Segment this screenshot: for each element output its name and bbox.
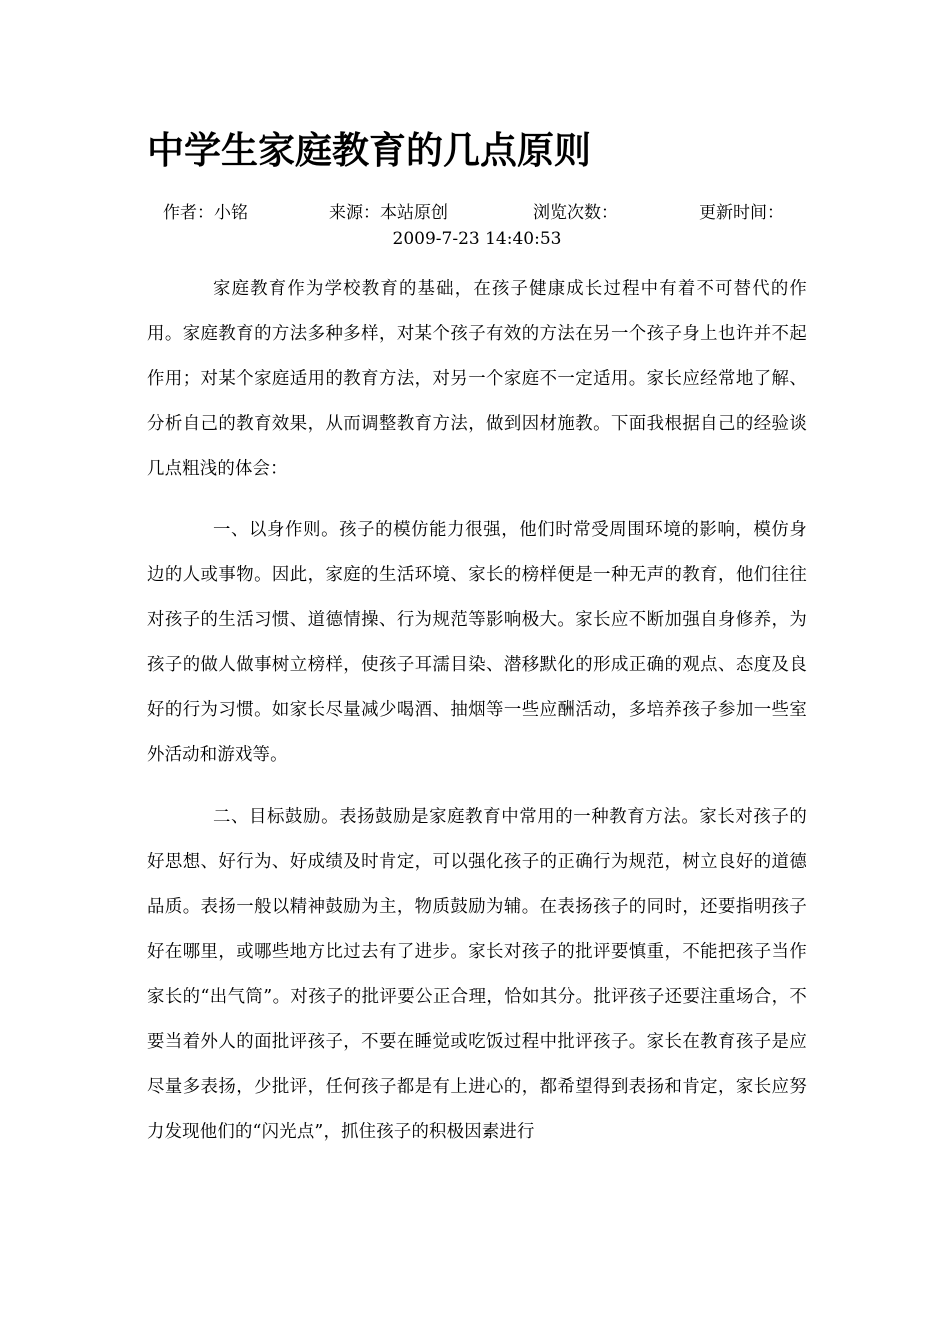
meta-row: [147, 200, 807, 226]
meta-views: 浏览次数：: [533, 203, 618, 223]
paragraph-intro: 家庭教育作为学校教育的基础，在孩子健康成长过程中有着不可替代的作用。家庭教育的方法多种多样，对某个孩子有效的方法在另一个孩子身上也许并不起作用；对某个家庭适用的教育方法，对另一个家庭不一定适用。家长应经常地了解、分析自己的教育效果，从而调整教育方法，做到因材施教。下面我根据自己的经验谈几点粗浅的体会：: [147, 279, 807, 479]
article-title: 中学生家庭教育的几点原则: [147, 129, 591, 172]
meta-updated: 更新时间：: [699, 203, 784, 223]
meta-author: 作者：小铭: [163, 203, 248, 223]
paragraph-lead-by-example: 一、以身作则。孩子的模仿能力很强，他们时常受周围环境的影响，模仿身边的人或事物。因此，家庭的生活环境、家长的榜样便是一种无声的教育，他们往往对孩子的生活习惯、道德情操、行为规范等影响极大。家长应不断加强自身修养，为孩子的做人做事树立榜样，使孩子耳濡目染、潜移默化的形成正确的观点、态度及良好的行为习惯。如家长尽量减少喝酒、抽烟等一些应酬活动，多培养孩子参加一些室外活动和游戏等。: [147, 520, 807, 765]
article-meta: [147, 200, 807, 252]
meta-update-time: 2009-7-23 14:40:53: [392, 229, 562, 249]
paragraph-goal-encouragement: 二、目标鼓励。表扬鼓励是家庭教育中常用的一种教育方法。家长对孩子的好思想、好行为、好成绩及时肯定，可以强化孩子的正确行为规范，树立良好的道德品质。表扬一般以精神鼓励为主，物质鼓励为辅。在表扬孩子的同时，还要指明孩子好在哪里，或哪些地方比过去有了进步。家长对孩子的批评要慎重，不能把孩子当作家长的“出气筒”。对孩子的批评要公正合理，恰如其分。批评孩子还要注重场合，不要当着外人的面批评孩子，不要在睡觉或吃饭过程中批评孩子。家长在教育孩子是应尽量多表扬，少批评，任何孩子都是有上进心的，都希望得到表扬和肯定，家长应努力发现他们的“闪光点”，抓住孩子的积极因素进行: [147, 807, 807, 1142]
meta-source: 来源：本站原创: [329, 203, 448, 223]
